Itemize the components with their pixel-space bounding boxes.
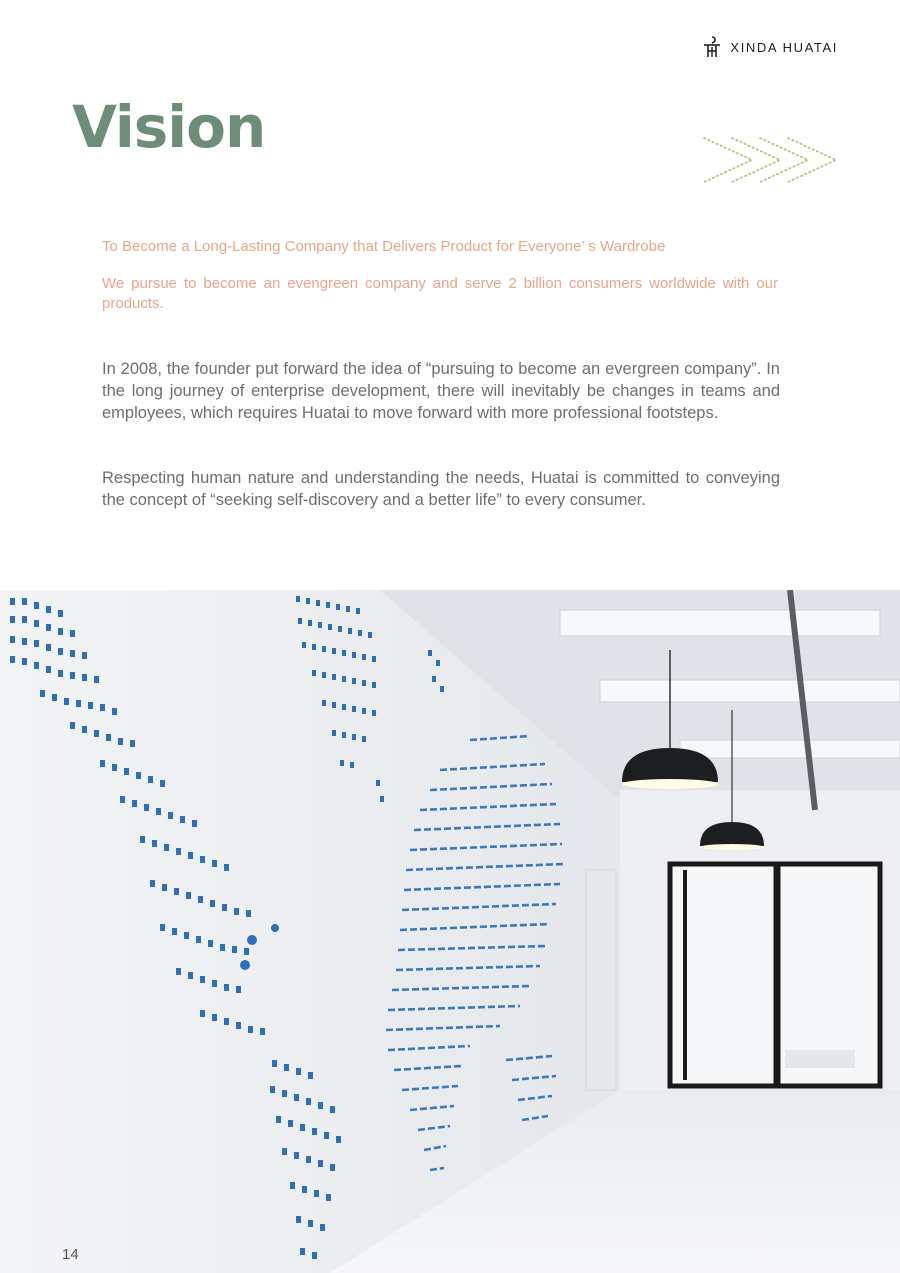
hanger-logo-icon xyxy=(702,36,722,58)
chevron-arrows-icon xyxy=(702,134,842,193)
page-title: Vision xyxy=(72,93,266,161)
office-world-map-photo xyxy=(0,590,900,1273)
page-number: 14 xyxy=(62,1246,79,1263)
vision-subtitle: To Become a Long-Lasting Company that Delivers Product for Everyone’ s Wardrobe xyxy=(102,238,666,255)
body-paragraph-2: Respecting human nature and understanding the needs, Huatai is committed to conveying the concept of “seeking self-discovery and a better life” to every consumer. xyxy=(102,469,780,509)
brand-header xyxy=(702,36,838,58)
body-paragraph-1: In 2008, the founder put forward the idea of “pursuing to become an evergreen company”. In the long journey of enterprise development, there will inevitably be changes in teams and employees, which requires Huatai to move forward with more professional footsteps. xyxy=(102,360,780,422)
brand-name: XINDA HUATAI xyxy=(730,39,838,55)
vision-statement: We pursue to become an evengreen company and serve 2 billion consumers worldwide with our products. xyxy=(102,275,778,312)
